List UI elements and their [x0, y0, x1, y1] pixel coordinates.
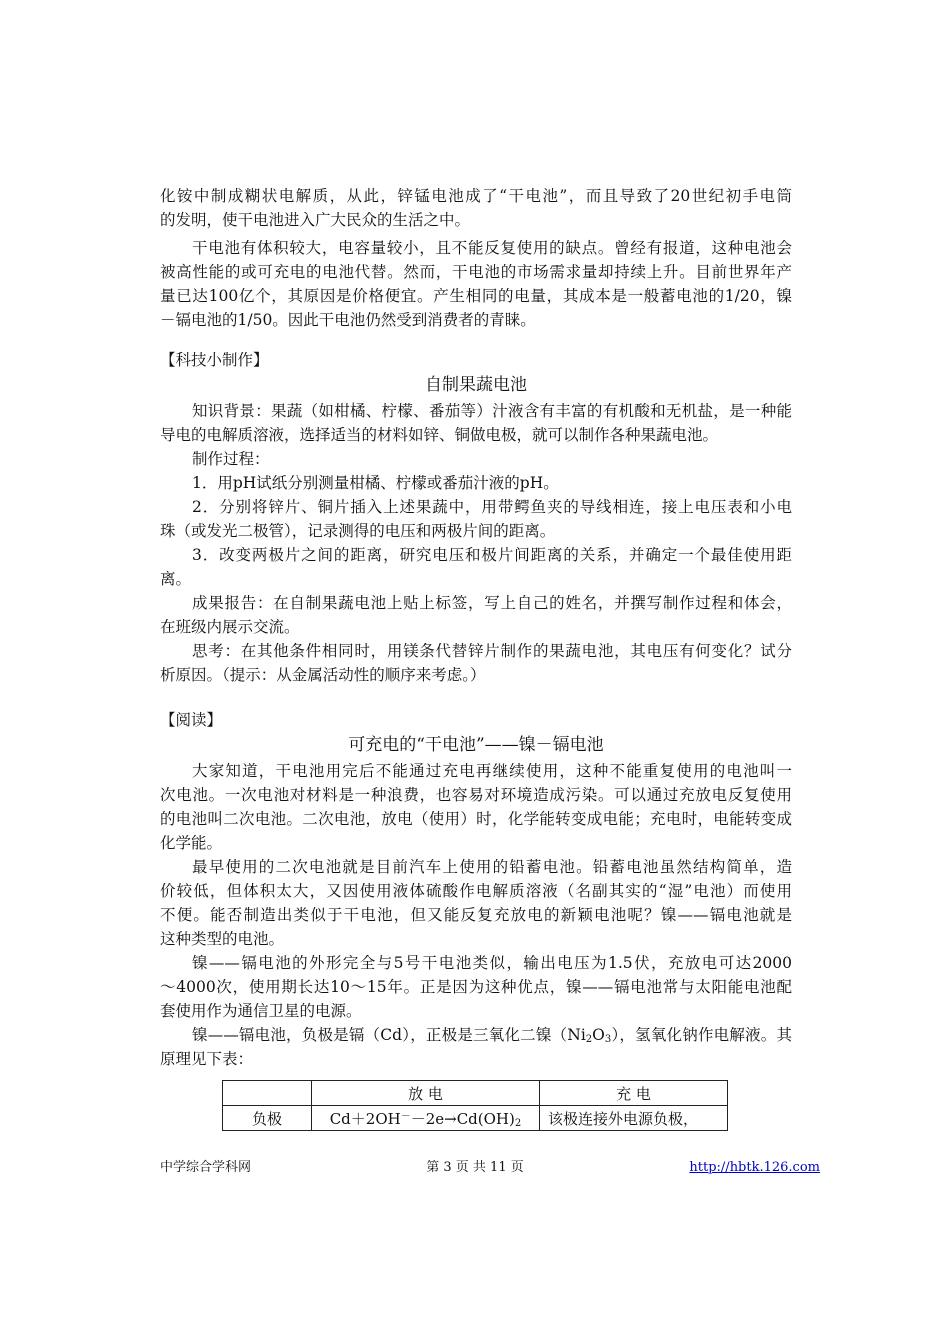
text-line: 析原因。（提示：从金属活动性的顺序来考虑。）	[160, 666, 486, 684]
subscript: 2	[585, 1034, 593, 1045]
intro-paragraph-1	[160, 184, 792, 232]
superscript: －	[400, 1110, 411, 1122]
text-line: 知识背景：果蔬（如柑橘、柠檬、番茄等）汁液含有丰富的有机酸和无机盐，是一种能	[192, 402, 792, 420]
table-cell-label: 负极	[223, 1106, 312, 1131]
subscript: 3	[604, 1034, 612, 1045]
text-line: 化铵中制成糊状电解质，从此，锌锰电池成了“干电池”，而且导致了20世纪初手电筒	[160, 187, 792, 205]
section-heading-tech: 【科技小制作】	[160, 351, 269, 369]
text-line: 化学能。	[160, 834, 223, 852]
section1-body	[160, 399, 792, 687]
text-line	[160, 1023, 792, 1047]
equation-fragment: Cd＋2OH	[329, 1109, 401, 1128]
text-fragment: 镍——镉电池，负极是镉（Cd），正极是三氧化二镍（Ni	[192, 1026, 586, 1044]
text-line: 量已达100亿个，其原因是价格便宜。产生相同的电量，其成本是一般蓄电池的1/20，镍	[160, 287, 792, 305]
text-line: 这种类型的电池。	[160, 930, 285, 948]
text-line: 次电池。一次电池对材料是一种浪费，也容易对环境造成污染。可以通过充放电反复使用	[160, 786, 792, 804]
section-title-nicd-battery: 可充电的“干电池”——镍－镉电池	[348, 735, 604, 755]
text-fragment: O	[592, 1026, 605, 1044]
table-header-cell: 放 电	[311, 1081, 539, 1106]
text-line: 制作过程：	[192, 450, 270, 468]
text-line: 的发明，使干电池进入广大民众的生活之中。	[160, 211, 471, 229]
text-fragment: ），氢氧化钠作电解液。其	[611, 1026, 792, 1044]
section-heading-reading: 【阅读】	[160, 711, 223, 729]
table-cell-charge: 该极连接外电源负极，	[540, 1106, 728, 1131]
principle-table	[222, 1080, 728, 1131]
text-line: －镉电池的1/50。因此干电池仍然受到消费者的青睐。	[160, 311, 536, 329]
equation-fragment: －2e→Cd(OH)	[410, 1109, 515, 1128]
table-row	[223, 1106, 728, 1131]
intro-paragraph-2	[160, 236, 792, 332]
subscript: 2	[514, 1117, 522, 1129]
text-line: 在班级内展示交流。	[160, 618, 300, 636]
text-line: ～4000次，使用期长达10～15年。正是因为这种优点，镍——镉电池常与太阳能电池配	[160, 978, 792, 996]
text-line: 思考：在其他条件相同时，用镁条代替锌片制作的果蔬电池，其电压有何变化？试分	[192, 642, 792, 660]
text-line: 珠（或发光二极管），记录测得的电压和两极片间的距离。	[160, 522, 556, 540]
text-line: 原理见下表：	[160, 1050, 254, 1068]
text-line: 被高性能的或可充电的电池代替。然而，干电池的市场需求量却持续上升。目前世界年产	[160, 263, 792, 281]
footer-link-wrapper	[689, 1158, 820, 1178]
section2-body	[160, 759, 792, 1071]
text-line: 套使用作为通信卫星的电源。	[160, 1002, 362, 1020]
text-line: 价较低，但体积太大，又因使用液体硫酸作电解质溶液（名副其实的“湿”电池）而使用	[160, 882, 792, 900]
footer-url-link[interactable]: http://hbtk.126.com	[689, 1160, 820, 1175]
text-line: 最早使用的二次电池就是目前汽车上使用的铅蓄电池。铅蓄电池虽然结构简单，造	[192, 858, 792, 876]
text-line: 不便。能否制造出类似于干电池，但又能反复充放电的新颖电池呢？镍——镉电池就是	[160, 906, 792, 924]
text-line: 成果报告：在自制果蔬电池上贴上标签，写上自己的姓名，并撰写制作过程和体会，	[192, 594, 792, 612]
text-line: 1．用pH试纸分别测量柑橘、柠檬或番茄汁液的pH。	[192, 474, 559, 492]
table-header-row	[223, 1081, 728, 1106]
footer-page-number: 第 3 页 共 11 页	[426, 1160, 524, 1175]
table-cell-discharge	[311, 1106, 539, 1131]
table-header-cell	[223, 1081, 312, 1106]
footer-site-name: 中学综合学科网	[160, 1160, 252, 1175]
text-line: 镍——镉电池的外形完全与5号干电池类似，输出电压为1.5伏，充放电可达2000	[192, 954, 792, 972]
table-header-cell: 充 电	[540, 1081, 728, 1106]
text-line: 导电的电解质溶液，选择适当的材料如锌、铜做电极，就可以制作各种果蔬电池。	[160, 426, 719, 444]
text-line: 的电池叫二次电池。二次电池，放电（使用）时，化学能转变成电能；充电时，电能转变成	[160, 810, 792, 828]
section-title-fruit-battery: 自制果蔬电池	[425, 375, 527, 395]
text-line: 3．改变两极片之间的距离，研究电压和极片间距离的关系，并确定一个最佳使用距	[192, 546, 792, 564]
text-line: 大家知道，干电池用完后不能通过充电再继续使用，这种不能重复使用的电池叫一	[192, 762, 792, 780]
text-line: 干电池有体积较大，电容量较小，且不能反复使用的缺点。曾经有报道，这种电池会	[192, 239, 792, 257]
text-line: 离。	[160, 570, 192, 588]
text-line: 2．分别将锌片、铜片插入上述果蔬中，用带鳄鱼夹的导线相连，接上电压表和小电	[192, 498, 792, 516]
